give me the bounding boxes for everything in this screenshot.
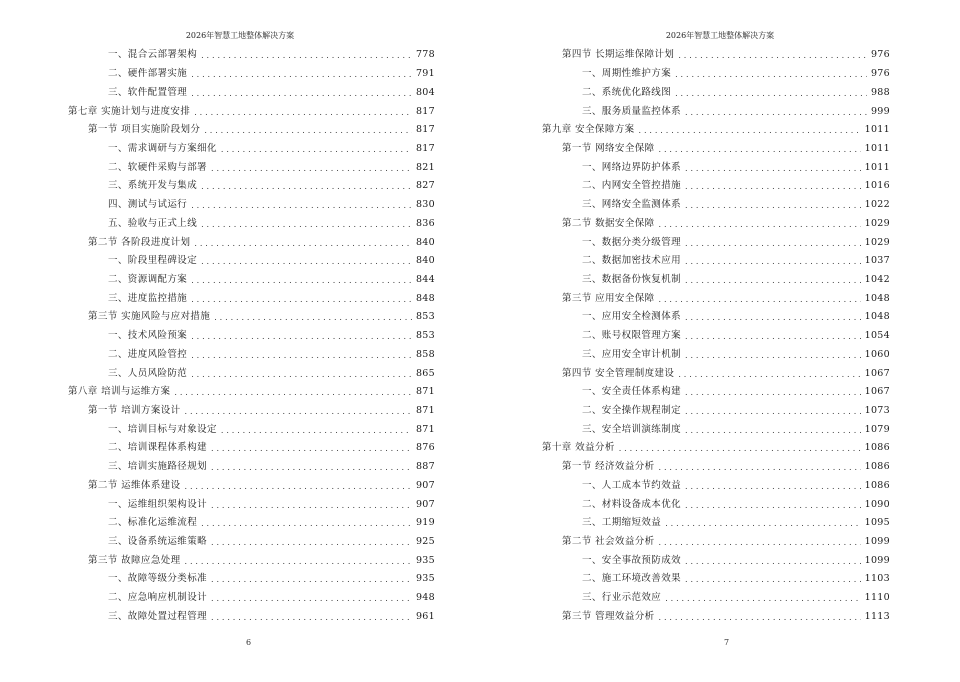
toc-entry-page-number: 1011	[864, 142, 890, 154]
toc-subsection-entry[interactable]	[542, 271, 890, 290]
dot-leader	[221, 425, 412, 437]
dot-leader	[685, 574, 861, 586]
toc-subsection-entry[interactable]	[542, 570, 890, 589]
toc-entry-page-number: 1086	[864, 479, 890, 491]
dot-leader	[619, 443, 861, 455]
toc-entry-title: 二、数据加密技术应用	[582, 255, 682, 267]
toc-entry-page-number: 948	[415, 592, 435, 604]
toc-entry-page-number: 778	[415, 49, 435, 61]
toc-subsection-entry[interactable]	[542, 233, 890, 252]
toc-section-entry[interactable]	[542, 140, 890, 159]
toc-subsection-entry[interactable]	[542, 495, 890, 514]
toc-entry-title: 第四节 安全管理制度建设	[562, 367, 675, 379]
toc-entry-page-number: 1029	[864, 217, 890, 229]
toc-entry-page-number: 840	[415, 236, 435, 248]
toc-entry-title: 一、安全事故预防成效	[582, 554, 682, 566]
toc-subsection-entry[interactable]	[68, 514, 435, 533]
toc-subsection-entry[interactable]	[68, 589, 435, 608]
toc-entry-page-number: 1060	[864, 348, 890, 360]
toc-entry-title: 二、施工环境改善效果	[582, 573, 682, 585]
toc-section-entry[interactable]	[68, 233, 435, 252]
toc-subsection-entry[interactable]	[542, 83, 890, 102]
toc-entry-page-number: 871	[415, 405, 435, 417]
toc-subsection-entry[interactable]	[542, 65, 890, 84]
toc-entry-title: 第二节 社会效益分析	[562, 536, 655, 548]
dot-leader	[201, 219, 412, 231]
toc-entry-title: 三、数据备份恢复机制	[582, 273, 682, 285]
toc-entry-title: 三、进度监控措施	[108, 292, 188, 304]
toc-entry-page-number: 1103	[864, 573, 890, 585]
toc-entry-title: 一、运维组织架构设计	[108, 498, 208, 510]
toc-entry-title: 三、设备系统运维策略	[108, 536, 208, 548]
page-number: 6	[246, 638, 252, 647]
toc-entry-title: 三、人员风险防范	[108, 367, 188, 379]
dot-leader	[685, 500, 861, 512]
toc-entry-page-number: 1099	[864, 554, 890, 566]
toc-entry-title: 三、软件配置管理	[108, 86, 188, 98]
dot-leader	[194, 107, 412, 119]
dot-leader	[191, 200, 412, 212]
toc-entry-title: 一、人工成本节约效益	[582, 479, 682, 491]
dot-leader	[685, 107, 867, 119]
dot-leader	[675, 69, 867, 81]
toc-entry-title: 二、硬件部署实施	[108, 68, 188, 80]
toc-entry-title: 四、测试与试运行	[108, 199, 188, 211]
toc-subsection-entry[interactable]	[68, 140, 435, 159]
toc-subsection-entry[interactable]	[542, 383, 890, 402]
dot-leader	[211, 462, 412, 474]
toc-subsection-entry[interactable]	[542, 308, 890, 327]
toc-entry-title: 第一节 项目实施阶段划分	[88, 124, 201, 136]
toc-entry-title: 第三节 管理效益分析	[562, 610, 655, 622]
toc-entry-page-number: 1079	[864, 423, 890, 435]
toc-chapter-entry[interactable]	[68, 383, 435, 402]
toc-subsection-entry[interactable]	[542, 327, 890, 346]
toc-entry-title: 三、行业示范效应	[582, 592, 662, 604]
dot-leader	[678, 369, 860, 381]
toc-subsection-entry[interactable]	[542, 158, 890, 177]
toc-entry-page-number: 848	[415, 292, 435, 304]
dot-leader	[211, 574, 412, 586]
toc-subsection-entry[interactable]	[542, 252, 890, 271]
toc-entry-page-number: 1067	[864, 386, 890, 398]
running-header: 2026年智慧工地整体解决方案	[665, 31, 775, 40]
toc-entry-title: 一、混合云部署架构	[108, 49, 198, 61]
toc-entry-page-number: 1110	[864, 592, 890, 604]
toc-entry-title: 二、安全操作规程制定	[582, 405, 682, 417]
toc-section-entry[interactable]	[68, 551, 435, 570]
toc-section-entry[interactable]	[542, 364, 890, 383]
toc-subsection-entry[interactable]	[68, 420, 435, 439]
toc-subsection-entry[interactable]	[68, 570, 435, 589]
toc-subsection-entry[interactable]	[68, 289, 435, 308]
dot-leader	[185, 406, 412, 418]
dot-leader	[191, 294, 412, 306]
toc-entry-page-number: 821	[415, 161, 435, 173]
toc-entry-page-number: 1086	[864, 461, 890, 473]
dot-leader	[639, 125, 861, 137]
dot-leader	[685, 556, 861, 568]
dot-leader	[659, 462, 861, 474]
dot-leader	[685, 350, 861, 362]
running-header: 2026年智慧工地整体解决方案	[185, 31, 295, 40]
toc-entry-title: 三、故障处置过程管理	[108, 610, 208, 622]
toc-entry-page-number: 999	[870, 105, 890, 117]
page-right	[480, 0, 960, 682]
toc-entry-title: 二、进度风险管控	[108, 348, 188, 360]
dot-leader	[221, 144, 412, 156]
dot-leader	[665, 518, 860, 530]
toc-entry-title: 二、标准化运维流程	[108, 517, 198, 529]
toc-subsection-entry[interactable]	[68, 271, 435, 290]
dot-leader	[211, 500, 412, 512]
toc-entry-title: 三、工期缩短效益	[582, 517, 662, 529]
toc-entry-page-number: 919	[415, 517, 435, 529]
toc-subsection-entry[interactable]	[542, 420, 890, 439]
toc-entry-page-number: 817	[415, 105, 435, 117]
dot-leader	[211, 593, 412, 605]
toc-entry-page-number: 827	[415, 180, 435, 192]
dot-leader	[211, 443, 412, 455]
toc-subsection-entry[interactable]	[542, 589, 890, 608]
dot-leader	[191, 88, 412, 100]
toc-entry-title: 一、安全责任体系构建	[582, 386, 682, 398]
toc-entry-title: 一、应用安全检测体系	[582, 311, 682, 323]
toc-entry-title: 一、网络边界防护体系	[582, 161, 682, 173]
dot-leader	[185, 481, 412, 493]
toc-entry-page-number: 817	[415, 124, 435, 136]
dot-leader	[191, 331, 412, 343]
dot-leader	[685, 200, 861, 212]
toc-subsection-entry[interactable]	[68, 177, 435, 196]
toc-entry-title: 一、需求调研与方案细化	[108, 142, 217, 154]
toc-entry-page-number: 887	[415, 461, 435, 473]
toc-entry-page-number: 935	[415, 554, 435, 566]
toc-entry-page-number: 853	[415, 330, 435, 342]
toc-entry-title: 二、应急响应机制设计	[108, 592, 208, 604]
toc-entry-page-number: 1048	[864, 311, 890, 323]
toc-section-entry[interactable]	[542, 214, 890, 233]
dot-leader	[685, 256, 861, 268]
dot-leader	[685, 331, 861, 343]
toc-subsection-entry[interactable]	[542, 477, 890, 496]
toc-entry-page-number: 858	[415, 348, 435, 360]
toc-list	[68, 46, 435, 626]
toc-entry-page-number: 1048	[864, 292, 890, 304]
toc-entry-title: 二、内网安全管控措施	[582, 180, 682, 192]
toc-entry-title: 第九章 安全保障方案	[542, 124, 635, 136]
toc-entry-title: 第七章 实施计划与进度安排	[68, 105, 191, 117]
toc-entry-page-number: 830	[415, 199, 435, 211]
toc-entry-title: 一、培训目标与对象设定	[108, 423, 217, 435]
toc-entry-title: 第三节 实施风险与应对措施	[88, 311, 211, 323]
page-number: 7	[724, 638, 730, 647]
toc-section-entry[interactable]	[68, 477, 435, 496]
toc-entry-title: 第八章 培训与运维方案	[68, 386, 171, 398]
toc-subsection-entry[interactable]	[68, 533, 435, 552]
dot-leader	[685, 238, 861, 250]
toc-entry-page-number: 871	[415, 386, 435, 398]
toc-entry-title: 第一节 网络安全保障	[562, 142, 655, 154]
dot-leader	[665, 593, 860, 605]
toc-entry-page-number: 1099	[864, 536, 890, 548]
toc-section-entry[interactable]	[542, 533, 890, 552]
toc-entry-title: 三、应用安全审计机制	[582, 348, 682, 360]
toc-entry-page-number: 925	[415, 536, 435, 548]
toc-entry-page-number: 840	[415, 255, 435, 267]
toc-entry-title: 一、数据分类分级管理	[582, 236, 682, 248]
toc-subsection-entry[interactable]	[68, 439, 435, 458]
dot-leader	[685, 481, 861, 493]
toc-entry-page-number: 1037	[864, 255, 890, 267]
toc-section-entry[interactable]	[68, 308, 435, 327]
toc-subsection-entry[interactable]	[68, 46, 435, 65]
toc-entry-title: 一、技术风险预案	[108, 330, 188, 342]
toc-subsection-entry[interactable]	[68, 608, 435, 627]
toc-entry-page-number: 976	[870, 68, 890, 80]
toc-entry-page-number: 1086	[864, 442, 890, 454]
toc-entry-page-number: 871	[415, 423, 435, 435]
toc-entry-title: 二、账号权限管理方案	[582, 330, 682, 342]
toc-chapter-entry[interactable]	[542, 121, 890, 140]
toc-entry-title: 第一节 经济效益分析	[562, 461, 655, 473]
toc-subsection-entry[interactable]	[542, 514, 890, 533]
toc-entry-page-number: 907	[415, 479, 435, 491]
toc-entry-page-number: 1029	[864, 236, 890, 248]
dot-leader	[201, 181, 412, 193]
toc-entry-title: 第十章 效益分析	[542, 442, 615, 454]
toc-entry-page-number: 1016	[864, 180, 890, 192]
toc-entry-title: 三、服务质量监控体系	[582, 105, 682, 117]
dot-leader	[204, 125, 412, 137]
toc-entry-page-number: 1054	[864, 330, 890, 342]
toc-entry-title: 第二节 各阶段进度计划	[88, 236, 191, 248]
toc-entry-page-number: 791	[415, 68, 435, 80]
dot-leader	[191, 275, 412, 287]
toc-entry-page-number: 907	[415, 498, 435, 510]
dot-leader	[201, 518, 412, 530]
toc-subsection-entry[interactable]	[542, 402, 890, 421]
toc-subsection-entry[interactable]	[68, 346, 435, 365]
dot-leader	[685, 181, 861, 193]
toc-entry-page-number: 961	[415, 610, 435, 622]
dot-leader	[659, 537, 861, 549]
dot-leader	[678, 50, 867, 62]
toc-entry-page-number: 817	[415, 142, 435, 154]
dot-leader	[214, 312, 412, 324]
toc-entry-page-number: 1095	[864, 517, 890, 529]
toc-section-entry[interactable]	[542, 458, 890, 477]
toc-entry-page-number: 1011	[864, 124, 890, 136]
toc-subsection-entry[interactable]	[542, 346, 890, 365]
toc-subsection-entry[interactable]	[68, 327, 435, 346]
dot-leader	[685, 425, 861, 437]
toc-entry-title: 第三节 故障应急处理	[88, 554, 181, 566]
toc-entry-page-number: 1042	[864, 273, 890, 285]
dot-leader	[211, 612, 412, 624]
toc-entry-title: 二、材料设备成本优化	[582, 498, 682, 510]
toc-section-entry[interactable]	[542, 46, 890, 65]
dot-leader	[191, 69, 412, 81]
toc-entry-title: 三、系统开发与集成	[108, 180, 198, 192]
toc-entry-page-number: 1073	[864, 405, 890, 417]
toc-entry-title: 第四节 长期运维保障计划	[562, 49, 675, 61]
dot-leader	[659, 294, 861, 306]
toc-subsection-entry[interactable]	[68, 196, 435, 215]
toc-entry-title: 三、网络安全监测体系	[582, 199, 682, 211]
toc-entry-page-number: 876	[415, 442, 435, 454]
toc-subsection-entry[interactable]	[68, 214, 435, 233]
toc-entry-title: 一、故障等级分类标准	[108, 573, 208, 585]
toc-subsection-entry[interactable]	[68, 364, 435, 383]
toc-subsection-entry[interactable]	[68, 65, 435, 84]
toc-entry-title: 二、资源调配方案	[108, 273, 188, 285]
toc-entry-title: 一、周期性维护方案	[582, 68, 672, 80]
toc-section-entry[interactable]	[542, 289, 890, 308]
toc-section-entry[interactable]	[68, 402, 435, 421]
toc-chapter-entry[interactable]	[68, 102, 435, 121]
toc-entry-page-number: 1011	[864, 161, 890, 173]
dot-leader	[685, 387, 861, 399]
dot-leader	[659, 219, 861, 231]
dot-leader	[685, 312, 861, 324]
toc-entry-title: 第三节 应用安全保障	[562, 292, 655, 304]
dot-leader	[659, 144, 861, 156]
toc-entry-page-number: 836	[415, 217, 435, 229]
toc-subsection-entry[interactable]	[542, 177, 890, 196]
dot-leader	[685, 163, 861, 175]
dot-leader	[211, 163, 412, 175]
dot-leader	[201, 50, 412, 62]
toc-entry-title: 二、系统优化路线图	[582, 86, 672, 98]
toc-entry-page-number: 1022	[864, 199, 890, 211]
toc-entry-page-number: 1113	[864, 610, 890, 622]
toc-entry-page-number: 976	[870, 49, 890, 61]
toc-entry-title: 五、验收与正式上线	[108, 217, 198, 229]
toc-entry-page-number: 1090	[864, 498, 890, 510]
toc-entry-page-number: 804	[415, 86, 435, 98]
toc-subsection-entry[interactable]	[68, 252, 435, 271]
toc-entry-title: 二、软硬件采购与部署	[108, 161, 208, 173]
toc-entry-title: 三、安全培训演练制度	[582, 423, 682, 435]
toc-entry-title: 三、培训实施路径规划	[108, 461, 208, 473]
toc-entry-page-number: 844	[415, 273, 435, 285]
toc-entry-title: 一、阶段里程碑设定	[108, 255, 198, 267]
toc-entry-page-number: 1067	[864, 367, 890, 379]
toc-entry-page-number: 853	[415, 311, 435, 323]
toc-subsection-entry[interactable]	[542, 551, 890, 570]
toc-section-entry[interactable]	[68, 121, 435, 140]
toc-entry-title: 第一节 培训方案设计	[88, 405, 181, 417]
dot-leader	[191, 350, 412, 362]
dot-leader	[201, 256, 412, 268]
toc-subsection-entry[interactable]	[68, 458, 435, 477]
dot-leader	[174, 387, 412, 399]
dot-leader	[685, 406, 861, 418]
dot-leader	[211, 537, 412, 549]
toc-entry-page-number: 935	[415, 573, 435, 585]
dot-leader	[185, 556, 412, 568]
toc-chapter-entry[interactable]	[542, 439, 890, 458]
dot-leader	[191, 369, 412, 381]
dot-leader	[194, 238, 412, 250]
toc-entry-title: 二、培训课程体系构建	[108, 442, 208, 454]
dot-leader	[659, 612, 861, 624]
dot-leader	[685, 275, 861, 287]
toc-entry-page-number: 988	[870, 86, 890, 98]
toc-subsection-entry[interactable]	[542, 102, 890, 121]
toc-section-entry[interactable]	[542, 608, 890, 627]
toc-subsection-entry[interactable]	[68, 158, 435, 177]
toc-entry-page-number: 865	[415, 367, 435, 379]
toc-subsection-entry[interactable]	[68, 495, 435, 514]
toc-entry-title: 第二节 数据安全保障	[562, 217, 655, 229]
toc-list	[542, 46, 890, 626]
toc-subsection-entry[interactable]	[68, 83, 435, 102]
toc-subsection-entry[interactable]	[542, 196, 890, 215]
toc-entry-title: 第二节 运维体系建设	[88, 479, 181, 491]
dot-leader	[675, 88, 867, 100]
